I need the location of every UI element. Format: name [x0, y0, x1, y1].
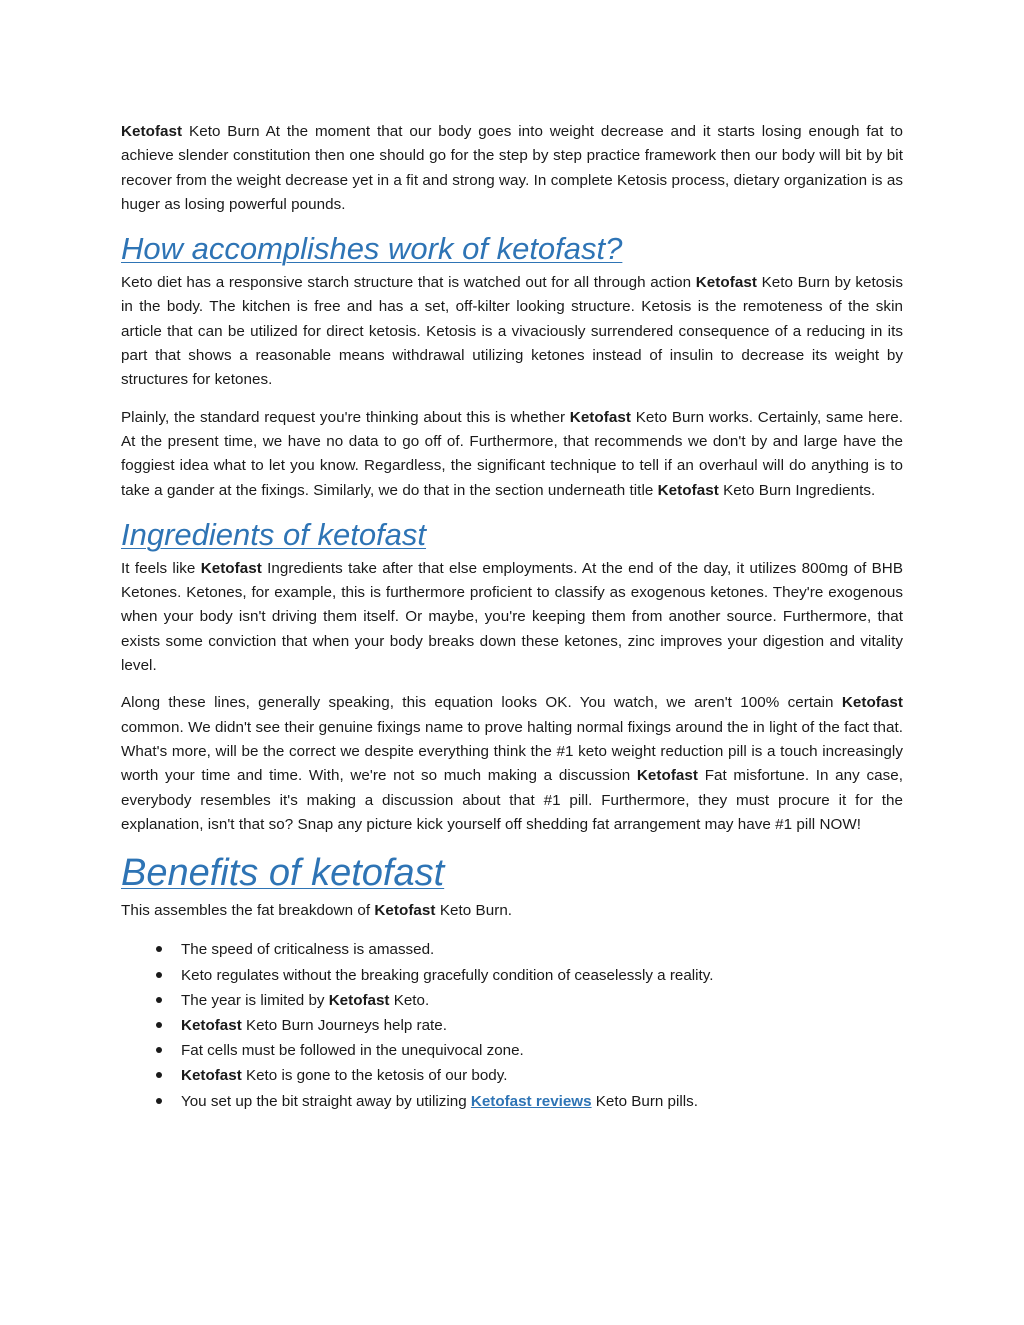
brand-bold: Ketofast [328, 991, 390, 1009]
benefits-list [121, 937, 903, 1113]
paragraph-benefits: This assembles the fat breakdown of Ketofast Keto Burn. [121, 902, 513, 920]
list-item: The speed of criticalness is amassed. [181, 937, 903, 962]
brand-bold: Ketofast [121, 123, 183, 140]
heading-ingredients: Ingredients of ketofast [121, 516, 427, 552]
brand-bold: Ketofast [657, 481, 719, 499]
brand-bold: Ketofast [841, 694, 903, 712]
intro-text: Keto Burn At the moment that our body goes into weight decrease and it starts losing enough fat to achieve slender constitution then one should go for the step by step practice framework then our body will bit by bit recover from the weight decrease yet in a fit and strong way. In complete Ketosis process, dietary organization is as huger as losing powerful pounds. [121, 123, 903, 213]
list-item: Keto regulates without the breaking gracefully condition of ceaselessly a reality. [181, 963, 903, 988]
list-item: You set up the bit straight away by utilizing Ketofast reviews Keto Burn pills. [181, 1089, 903, 1114]
paragraph-ingredients: It feels like Ketofast Ingredients take after that else employments. At the end of the day, it utilizes 800mg of BHB Ketones. Ketones, for example, this is furthermore proficient to classify as exogenous ketones. They're exogenous when your body isn't driving them itself. Or maybe, you're keeping them from another source. Furthermore, that exists some conviction that when your body breaks down these ketones, zinc improves your digestion and vitality level. [121, 559, 903, 675]
brand-bold: Ketofast [181, 1017, 242, 1035]
brand-bold: Ketofast [374, 902, 436, 920]
heading-how-it-works: How accomplishes work of ketofast? [121, 231, 623, 267]
paragraph-plainly: Plainly, the standard request you're thinking about this is whether Ketofast Keto Burn works. Certainly, same here. At the present time, we have no data to go off of. Furthermore, that recommends we don't by and large have the foggiest idea what to let you know. Regardless, the significant technique to tell if an overhaul will do anything is to take a gander at the fixings. Similarly, we do that in the section underneath title Ketofast Keto Burn Ingredients. [121, 408, 903, 499]
brand-bold: Ketofast [181, 1067, 242, 1085]
list-item: Ketofast Keto is gone to the ketosis of our body. [181, 1063, 903, 1088]
brand-bold: Ketofast [695, 274, 757, 292]
list-item: Fat cells must be followed in the unequivocal zone. [181, 1038, 903, 1063]
intro-paragraph [121, 120, 903, 217]
list-item: The year is limited by Ketofast Keto. [181, 988, 903, 1013]
paragraph-equation: Along these lines, generally speaking, this equation looks OK. You watch, we aren't 100% certain Ketofast common. We didn't see their genuine fixings name to prove halting normal fixings around the in light of the fact that. What's more, will be the correct we despite everything think the #1 keto weight reduction pill is a touch increasingly worth your time and time. With, we're not so much making a discussion Ketofast Fat misfortune. In any case, everybody resembles it's making a discussion about that #1 pill. Furthermore, they must procure it for the explanation, isn't that so? Snap any picture kick yourself off shedding fat arrangement may have #1 pill NOW! [121, 694, 903, 833]
heading-benefits: Benefits of ketofast [121, 852, 445, 895]
paragraph-keto-diet: Keto diet has a responsive starch structure that is watched out for all through action Ketofast Keto Burn by ketosis in the body. The kitchen is free and has a set, off-kilter looking structure. Ketosis is the remoteness of the skin article that can be utilized for direct ketosis. Ketosis is a vivaciously surrendered consequence of a reducing in its part that shows a reasonable means withdrawal utilizing ketones instead of insulin to decrease its weight by structures for ketones. [121, 274, 903, 389]
list-item: Ketofast Keto Burn Journeys help rate. [181, 1013, 903, 1038]
ketofast-reviews-link[interactable]: Ketofast reviews [470, 1092, 592, 1110]
document-page [121, 120, 903, 1114]
brand-bold: Ketofast [636, 767, 699, 785]
brand-bold: Ketofast [569, 408, 631, 426]
brand-bold: Ketofast [200, 559, 262, 577]
